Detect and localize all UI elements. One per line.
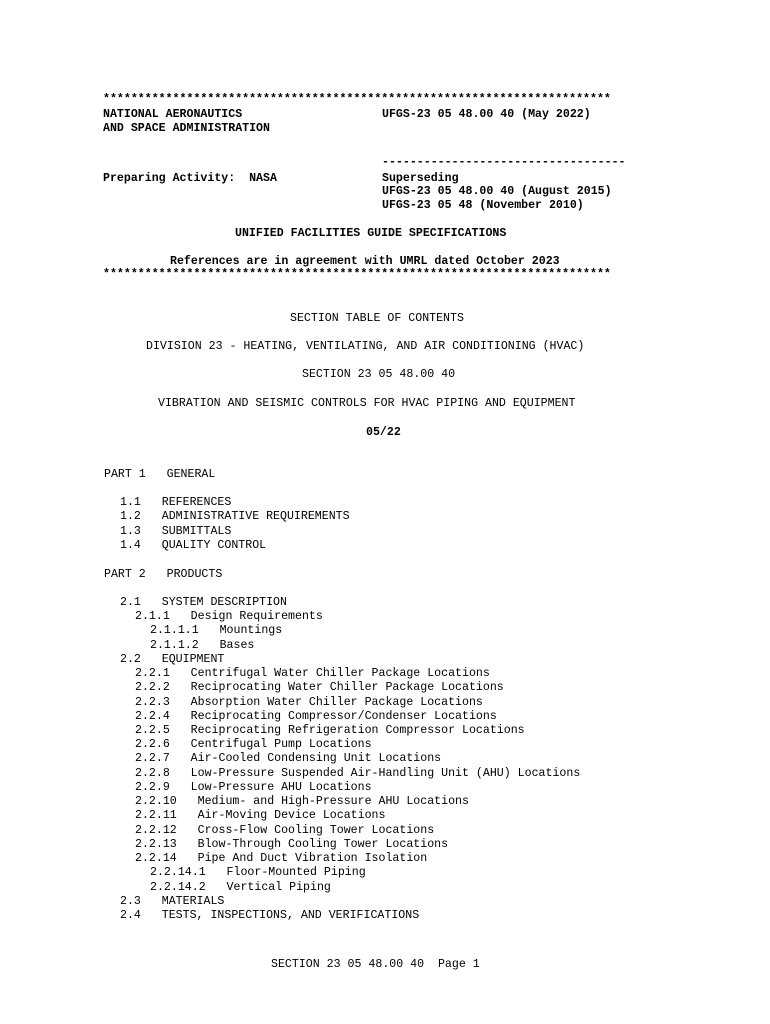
superseded-spec-2: UFGS-23 05 48 (November 2010) xyxy=(382,199,584,212)
toc-item-2-2-4: 2.2.4 Reciprocating Compressor/Condenser Locations xyxy=(135,710,497,723)
toc-part-2: PART 2 PRODUCTS xyxy=(104,568,223,581)
references-note: References are in agreement with UMRL dated October 2023 xyxy=(170,255,560,268)
toc-title: SECTION TABLE OF CONTENTS xyxy=(290,312,464,325)
toc-item-2-2-12: 2.2.12 Cross-Flow Cooling Tower Locations xyxy=(135,824,435,837)
toc-item-1-2: 1.2 ADMINISTRATIVE REQUIREMENTS xyxy=(120,510,350,523)
section-number: SECTION 23 05 48.00 40 xyxy=(302,368,456,381)
header-star-rule-top: ************************************************************************* xyxy=(103,93,611,106)
toc-item-2-1-1: 2.1.1 Design Requirements xyxy=(135,610,323,623)
toc-item-2-2-13: 2.2.13 Blow-Through Cooling Tower Locations xyxy=(135,838,449,851)
toc-item-2-1: 2.1 SYSTEM DESCRIPTION xyxy=(120,596,287,609)
spec-id: UFGS-23 05 48.00 40 (May 2022) xyxy=(382,108,591,121)
toc-part-1: PART 1 GENERAL xyxy=(104,468,216,481)
agency-name-line1: NATIONAL AERONAUTICS xyxy=(103,108,243,121)
toc-item-2-2-9: 2.2.9 Low-Pressure AHU Locations xyxy=(135,781,372,794)
toc-item-1-1: 1.1 REFERENCES xyxy=(120,496,232,509)
toc-item-2-2: 2.2 EQUIPMENT xyxy=(120,653,225,666)
toc-item-1-4: 1.4 QUALITY CONTROL xyxy=(120,539,267,552)
toc-item-2-1-1-2: 2.1.1.2 Bases xyxy=(150,639,255,652)
toc-item-2-4: 2.4 TESTS, INSPECTIONS, AND VERIFICATIONS xyxy=(120,909,420,922)
agency-name-line2: AND SPACE ADMINISTRATION xyxy=(103,122,270,135)
dash-rule: ----------------------------------- xyxy=(382,156,626,169)
toc-item-2-2-14-1: 2.2.14.1 Floor-Mounted Piping xyxy=(150,866,366,879)
preparing-activity: Preparing Activity: NASA xyxy=(103,172,277,185)
toc-item-2-2-7: 2.2.7 Air-Cooled Condensing Unit Locations xyxy=(135,752,442,765)
toc-item-2-2-6: 2.2.6 Centrifugal Pump Locations xyxy=(135,738,372,751)
toc-item-2-2-14-2: 2.2.14.2 Vertical Piping xyxy=(150,881,331,894)
toc-item-2-2-3: 2.2.3 Absorption Water Chiller Package Locations xyxy=(135,696,483,709)
superseding-label: Superseding xyxy=(382,172,459,185)
date-code: 05/22 xyxy=(366,426,401,439)
toc-item-2-2-2: 2.2.2 Reciprocating Water Chiller Package Locations xyxy=(135,681,504,694)
toc-item-2-1-1-1: 2.1.1.1 Mountings xyxy=(150,624,283,637)
division-title: DIVISION 23 - HEATING, VENTILATING, AND AIR CONDITIONING (HVAC) xyxy=(146,340,585,353)
toc-item-2-3: 2.3 MATERIALS xyxy=(120,895,225,908)
guide-title: UNIFIED FACILITIES GUIDE SPECIFICATIONS xyxy=(235,227,507,240)
toc-item-2-2-14: 2.2.14 Pipe And Duct Vibration Isolation xyxy=(135,852,428,865)
toc-item-2-2-1: 2.2.1 Centrifugal Water Chiller Package Locations xyxy=(135,667,490,680)
toc-item-2-2-5: 2.2.5 Reciprocating Refrigeration Compressor Locations xyxy=(135,724,525,737)
toc-item-1-3: 1.3 SUBMITTALS xyxy=(120,525,232,538)
toc-item-2-2-8: 2.2.8 Low-Pressure Suspended Air-Handling Unit (AHU) Locations xyxy=(135,767,581,780)
toc-item-2-2-11: 2.2.11 Air-Moving Device Locations xyxy=(135,809,386,822)
section-title: VIBRATION AND SEISMIC CONTROLS FOR HVAC PIPING AND EQUIPMENT xyxy=(158,397,576,410)
header-star-rule-bottom: ************************************************************************* xyxy=(103,268,611,281)
toc-item-2-2-10: 2.2.10 Medium- and High-Pressure AHU Locations xyxy=(135,795,469,808)
page-footer: SECTION 23 05 48.00 40 Page 1 xyxy=(271,958,480,971)
superseded-spec-1: UFGS-23 05 48.00 40 (August 2015) xyxy=(382,185,612,198)
